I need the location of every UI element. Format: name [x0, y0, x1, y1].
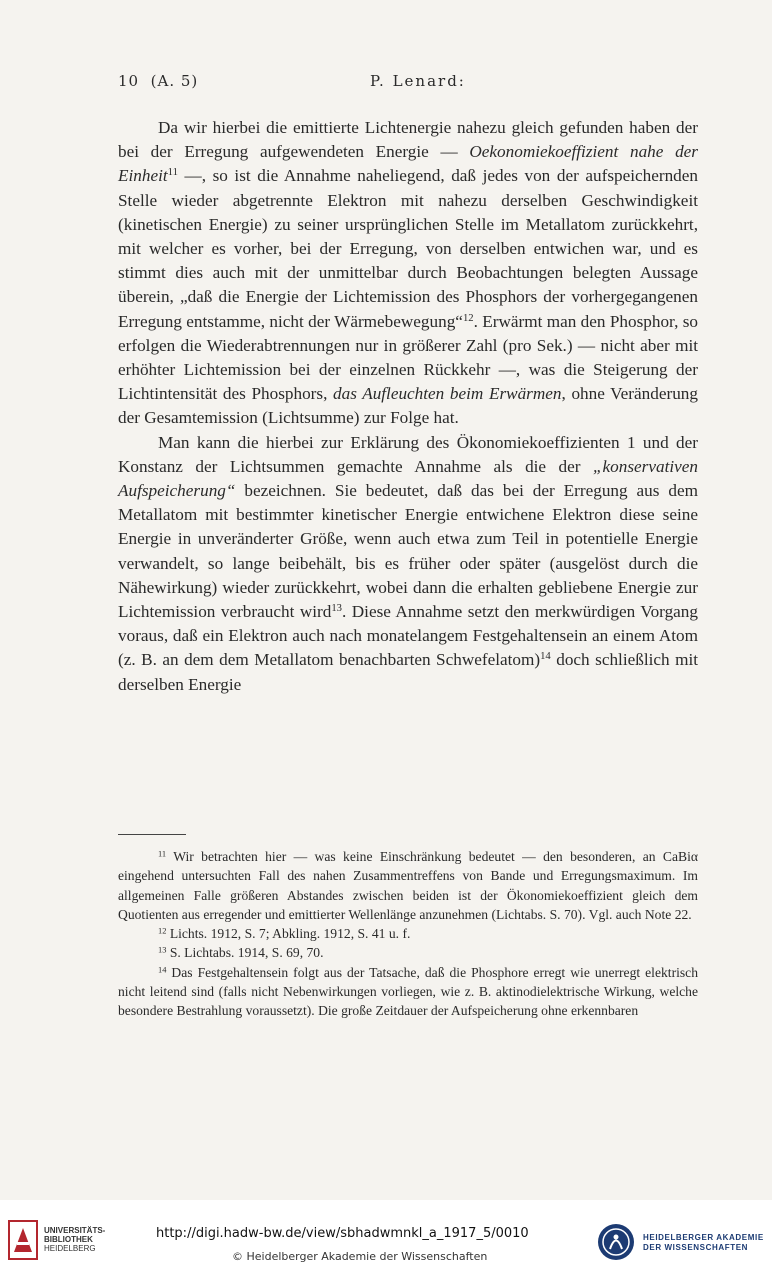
- paragraph-2: Man kann die hierbei zur Erklärung des Ökonomiekoeffizienten 1 und der Konstanz der Lichtsummen gemachte Annahme als die der „konservativen Aufspeicherung“ bezeichnen. Sie bedeutet, daß das bei der Erregung aus dem Metallatom mit bestimmter kinetischer Energie entwichene Elektron diese seine Energie in unveränderter Größe, wenn auch etwa zum Teil in potentielle Energie verwandelt, so lange beibehält, bis es früher oder später (ausgelöst durch die Nähewirkung) wieder zurückkehrt, wobei dann die erhalten gebliebene Energie zur Lichtemission verbraucht wird$^{13}$. Diese Annahme setzt den merkwürdigen Vorgang voraus, daß ein Elektron auch nach monatelangem Festgehaltensein an einem Atom (z. B. an dem dem Metallatom benachbarten Schwefelatom)$^{14}$ doch schließlich mit derselben Energie: [118, 432, 698, 694]
- academy-seal-icon[interactable]: [596, 1222, 636, 1262]
- section-ref: (A. 5): [150, 72, 199, 90]
- footnote-14: $^{14}$ Das Festgehaltensein folgt aus der Tatsache, daß die Phosphore erregt wie unerregt elektrisch nicht leitend sind (falls nicht Nebenwirkungen vorliegen, wie z. B. aktinodielektrische Wirkung, welche besondere Bestrahlung voraussetzt). Die große Zeitdauer der Aufspeicherung ohne erkennbaren: [118, 964, 698, 1019]
- footnote-ref-14[interactable]: 14: [540, 651, 551, 663]
- body-text: [118, 116, 698, 697]
- footnote-divider: [118, 834, 186, 835]
- academy-name[interactable]: HEIDELBERGER AKADEMIE DER WISSENSCHAFTEN: [643, 1233, 764, 1252]
- footnote-11: $^{11}$ Wir betrachten hier — was keine Einschränkung bedeutet — den besonderen, an CaBiα eingehend untersuchten Fall des nahen Zusammentreffens von Bande und Erregungsmaximum. Im allgemeinen Falle größeren Abstandes zwischen beiden ist der Ökonomiekoeffizient gleich dem Quotienten aus erregender und emittierter Wellenlänge anzunehmen (Lichtabs. S. 70). Vgl. auch Note 22.: [118, 848, 698, 922]
- university-library-logo-icon[interactable]: [8, 1220, 38, 1260]
- footnote-ref-12[interactable]: 12: [462, 312, 474, 324]
- page-number: 10 (A. 5): [118, 72, 199, 90]
- footnote-ref-13[interactable]: 13: [331, 603, 342, 615]
- footnote-ref-11[interactable]: 11: [167, 167, 178, 179]
- footnote-13: $^{13}$ S. Lichtabs. 1914, S. 69, 70.: [158, 944, 324, 961]
- author-name: P. Lenard:: [370, 72, 466, 90]
- permalink-url[interactable]: http://digi.hadw-bw.de/view/sbhadwmnkl_a_1917_5/0010: [156, 1226, 529, 1241]
- footnote-12: $^{12}$ Lichts. 1912, S. 7; Abkling. 1912, S. 41 u. f.: [158, 925, 411, 942]
- copyright-notice: © Heidelberger Akademie der Wissenschaften: [232, 1250, 488, 1263]
- paragraph-1: Da wir hierbei die emittierte Lichtenergie nahezu gleich gefunden haben der bei der Erregung aufgewendeten Energie — Oekonomiekoeffizient nahe der Einheit$^{11}$ —, so ist die Annahme naheliegend, daß jedes von der aufspeichernden Stelle wieder abgetrennte Elektron mit nahezu derselben Geschwindigkeit (kinetischen Energie) zu seiner ursprünglichen Stelle im Metallatom zurückkehrt, mit welcher es vorher, bei der Erregung, von derselben entwichen war, und es stimmt dies auch mit der unmittelbar durch Beobachtungen belegten Aussage überein, „daß die Energie der Lichtemission des Phosphors der vorhergegangenen Erregung entstamme, nicht der Wärmebewegung“$^{12}$. Erwärmt man den Phosphor, so erfolgen die Wiederabtrennungen nur in größerer Zahl (pro Sek.) — nicht aber mit erhöhter Lichtemission bei der einzelnen Rückkehr —, was die Steigerung der Lichtintensität des Phosphors, das Aufleuchten beim Erwärmen, ohne Veränderung der Gesamtemission (Lichtsumme) zur Folge hat.: [118, 118, 698, 428]
- footnotes: [118, 847, 698, 1021]
- running-head: [118, 72, 698, 94]
- university-library-name[interactable]: UNIVERSITÄTS- BIBLIOTHEK HEIDELBERG: [44, 1226, 106, 1253]
- viewer-footer: [0, 1200, 772, 1271]
